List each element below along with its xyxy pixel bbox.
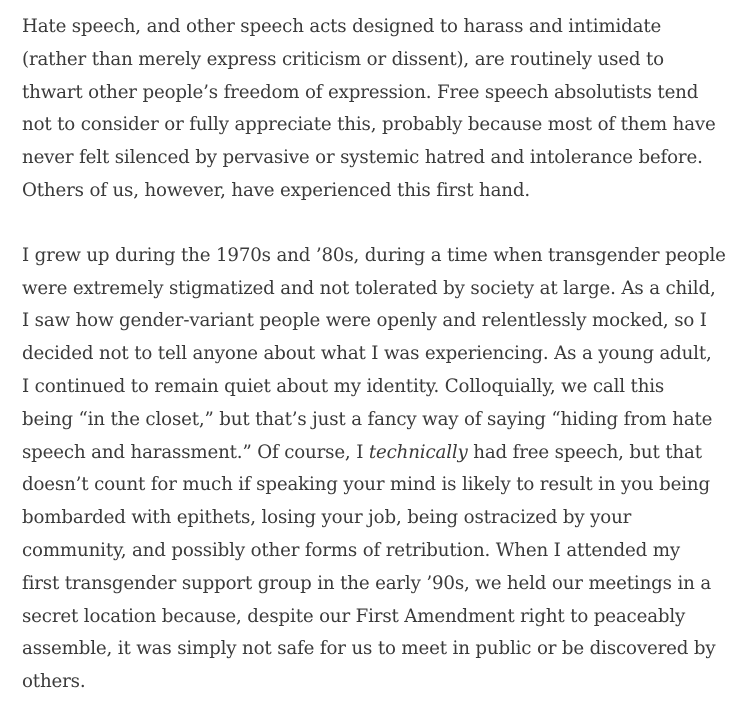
text-line-with-emphasis [22,437,734,470]
text-line: secret location because, despite our First Amendment right to peaceably [22,605,686,627]
text-fragment: speech and harassment.” Of course, I [22,441,369,463]
text-line: Hate speech, and other speech acts designed to harass and intimidate [22,16,662,37]
text-line: not to consider or fully appreciate this, probably because most of them have [22,114,716,136]
text-fragment: had free speech, but that [467,441,702,463]
text-line: Others of us, however, have experienced this first hand. [22,179,530,201]
text-line: (rather than merely express criticism or dissent), are routinely used to [22,48,664,70]
text-line: never felt silenced by pervasive or systemic hatred and intolerance before. [22,147,703,169]
text-line: I continued to remain quiet about my identity. Colloquially, we call this [22,375,665,397]
paragraph-personal-experience [22,240,734,699]
text-line: assemble, it was simply not safe for us to meet in public or be discovered by [22,638,716,660]
text-line: being “in the closet,” but that’s just a fancy way of saying “hiding from hate [22,408,713,430]
text-line: I saw how gender-variant people were openly and relentlessly mocked, so I [22,310,707,332]
text-line: first transgender support group in the early ’90s, we held our meetings in a [22,572,712,594]
text-line: community, and possibly other forms of retribution. When I attended my [22,539,680,561]
paragraph-hate-speech [22,11,734,208]
text-line: others. [22,671,86,693]
emphasized-word: technically [368,441,468,463]
article-body [22,11,734,699]
text-line: decided not to tell anyone about what I was experiencing. As a young adult, [22,343,712,365]
text-line: I grew up during the 1970s and ’80s, during a time when transgender people [22,244,726,266]
text-line: bombarded with epithets, losing your job, being ostracized by your [22,507,632,529]
text-line: doesn’t count for much if speaking your mind is likely to result in you being [22,474,710,496]
text-line: thwart other people’s freedom of expression. Free speech absolutists tend [22,81,699,103]
text-line: were extremely stigmatized and not tolerated by society at large. As a child, [22,277,716,299]
